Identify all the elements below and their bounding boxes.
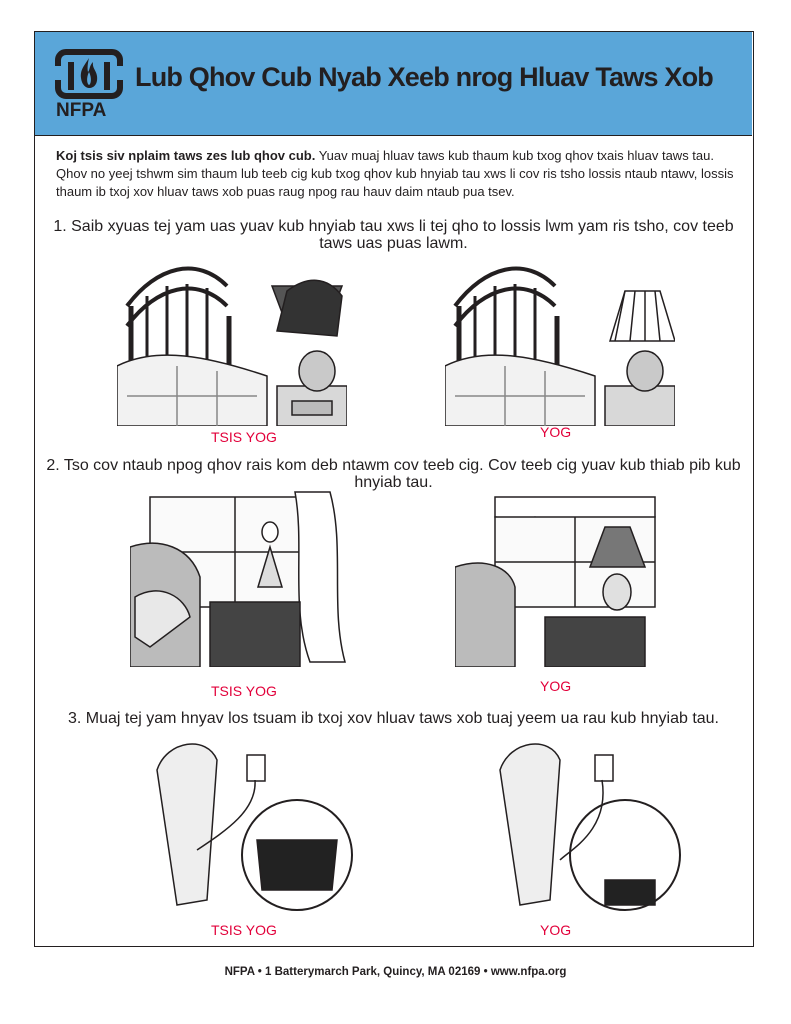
step-3-good-label: YOG [540,922,572,938]
intro-text: Yuav muaj hluav taws kub thaum kub txog qhov txais hluav taws tau. Qhov no yeej tshwm sim thaum lub teeb cig kub txog qhov kub hnyiab tau xws li cov ris tsho lossis ntaub ntawv, lossis thaum ib txoj xov hluav taws xob puas raug npog rau hauv daim ntaub pua tsev. [56,148,734,199]
intro-paragraph [56,147,746,201]
cord-clear-illustration [460,730,685,915]
header-banner [35,32,752,136]
step-2-bad-label: TSIS YOG [211,683,277,699]
window-curtain-lamp-illustration [130,487,360,667]
step-3-bad-label: TSIS YOG [211,922,277,938]
page-frame [34,31,754,947]
intro-bold: Koj tsis siv nplaim taws zes lub qhov cub. [56,148,316,163]
cord-under-furniture-illustration [137,730,362,915]
page-title: Lub Qhov Cub Nyab Xeeb nrog Hluav Taws Xob [135,62,713,92]
svg-text:NFPA: NFPA [56,100,107,120]
bedroom-lamp-covered-illustration [117,246,347,426]
step-1-bad-label: TSIS YOG [211,429,277,445]
step-1-text: 1. Saib xyuas tej yam uas yuav kub hnyiab tau xws li tej qho to lossis lwm yam ris tsho, cov teeb taws uas puas lawm. [53,218,734,252]
footer-address: NFPA • 1 Batterymarch Park, Quincy, MA 02169 • www.nfpa.org [224,966,567,978]
step-3-text: 3. Muaj tej yam hnyav los tsuam ib txoj xov hluav taws xob tuaj yeem ua rau kub hnyiab tau. [68,710,719,727]
bedroom-lamp-safe-illustration [445,246,675,426]
nfpa-logo [54,48,124,120]
step-1-good-label: YOG [540,424,572,440]
step-2-text: 2. Tso cov ntaub npog qhov rais kom deb ntawm cov teeb cig. Cov teeb cig yuav kub thiab pib kub hnyiab tau. [46,457,741,491]
step-2-good-label: YOG [540,678,572,694]
window-lamp-safe-illustration [455,487,685,667]
